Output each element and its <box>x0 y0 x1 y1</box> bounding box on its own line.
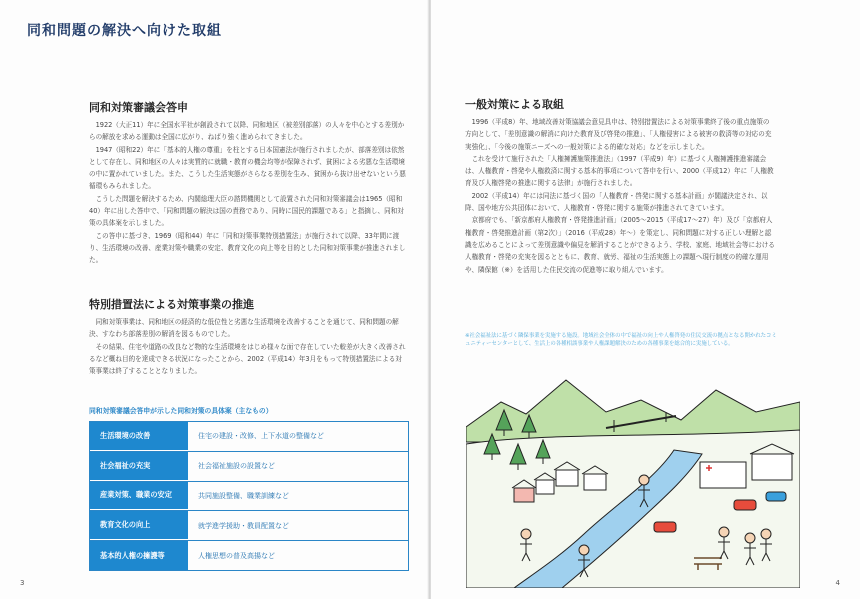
table-row <box>90 541 408 570</box>
table-row <box>90 452 408 482</box>
section-heading: 同和対策審議会答申 <box>89 101 188 114</box>
paragraph: この答申に基づき、1969（昭和44）年に「同和対策事業特別措置法」が施行されて以降、33年間に渡り、生活環境の改善、産業対策や職業の安定、教育文化の向上等を目的とした同和対策事業が推進されました。 <box>89 231 406 265</box>
page-number: 4 <box>835 579 840 587</box>
section-special-measures <box>89 296 407 377</box>
paragraph: 同和対策事業は、同和地区の経済的な低位性と劣悪な生活環境を改善することを通じて、同和問題の解決、すなわち部落差別の解消を図るものでした。 <box>89 318 399 339</box>
paragraph: 1996（平成8）年、地域改善対策協議会意見具申は、特別措置法による対策事業終了後の重点施策の方向として、「差別意識の解消に向けた教育及び啓発の推進」、「人権侵害による被害の救済等の対応の充実強化」、「今後の施策ニーズへの一般対策による的確な対応」などを示しました。 <box>465 118 772 151</box>
section-heading: 特別措置法による対策事業の推進 <box>89 298 254 311</box>
page-number: 3 <box>20 579 25 587</box>
table-row <box>90 511 408 541</box>
town-illustration <box>466 372 800 588</box>
paragraph: その結果、住宅や道路の改良など物的な生活環境をはじめ様々な面で存在していた較差が大きく改善されるなど概ね目的を達成できる状況になったことから、2002（平成14）年3月をもって特別措置法による対策事業は終了することとなりました。 <box>89 342 406 376</box>
left-page <box>0 0 429 599</box>
table-row <box>90 482 408 512</box>
row-value: 就学進学援助・教員配置など <box>198 521 289 530</box>
section-general-measures <box>465 96 775 276</box>
paragraph: こうした問題を解決するため、内閣総理大臣の諮問機関として設置された同和対策審議会は1965（昭和40）年に出した答申で、「同和問題の解決は国の責務であり、同時に国民的課題である」と指摘し、同和対策の具体案を示しました。 <box>89 194 404 228</box>
page-title: 同和問題の解決へ向けた取組 <box>27 23 222 39</box>
measures-table <box>89 421 409 571</box>
row-label: 産業対策、職業の安定 <box>90 482 188 511</box>
table-caption: 同和対策審議会答申が示した同和対策の具体案（主なもの） <box>89 407 273 415</box>
row-label: 基本的人権の擁護等 <box>90 541 188 570</box>
paragraph: 京都府でも、「新京都府人権教育・啓発推進計画」（2005〜2015（平成17〜27）年）及び「京都府人権教育・啓発推進計画（第2次）」（2016（平成28）年〜）を策定し、同和問題に対する正しい理解と認識を広めることによって差別意識や偏見を解消することができるよう、学校、家庭、地域社会等における人権教育・啓発の充実を図るとともに、教育、就労、福祉の生活実態上の課題へ現行制度の的確な運用や、隣保館（※）を活用した住民交流の促進等に取り組んでいます。 <box>465 216 775 274</box>
footnote: ※社会福祉法に基づく隣保事業を実施する施設。地域社会全体の中で福祉の向上や人権啓発の住民交流の拠点となる開かれたコミュニティーセンターとして、生活上の各種相談事業や人権課題解決のための各種事業を総合的に実施している。 <box>465 333 777 348</box>
row-value: 社会福祉施設の設置など <box>198 462 275 471</box>
row-value: 住宅の建設・改修、上下水道の整備など <box>198 432 324 441</box>
row-value: 共同施設整備、職業訓練など <box>198 491 289 500</box>
paragraph: 1947（昭和22）年に「基本的人権の尊重」を柱とする日本国憲法が施行されましたが、部落差別は依然として存在し、同和地区の人々は実質的に就職・教育の機会均等が保障されず、貧困による劣悪な生活環境の中に置かれていました。また、こうした生活実態がさらなる差別を生み、貧困から抜け出せないという悪循環もみられました。 <box>89 145 406 191</box>
row-label: 生活環境の改善 <box>90 422 188 451</box>
paragraph: 2002（平成14）年には同法に基づく国の「人権教育・啓発に関する基本計画」が閣議決定され、以降、国や地方公共団体において、人権教育・啓発に関する施策が推進されてきています。 <box>465 191 768 213</box>
table-row <box>90 422 408 452</box>
row-value: 人権思想の普及高揚など <box>198 551 275 560</box>
row-label: 教育文化の向上 <box>90 511 188 540</box>
section-deliberation-council <box>89 99 407 267</box>
row-label: 社会福祉の充実 <box>90 452 188 481</box>
paragraph: 1922（大正11）年に全国水平社が創設されて以降、同和地区（被差別部落）の人々を中心とする差別からの解放を求める運動は全国に広がり、ねばり強く進められてきました。 <box>89 121 405 142</box>
section-heading: 一般対策による取組 <box>465 98 564 111</box>
paragraph: これを受けて施行された「人権擁護施策推進法」（1997（平成9）年）に基づく人権擁護推進審議会は、人権教育・啓発や人権救済に関する基本的事項について答申を行い、2000（平成12）年に「人権教育及び人権啓発の推進に関する法律」が施行されました。 <box>465 154 774 188</box>
